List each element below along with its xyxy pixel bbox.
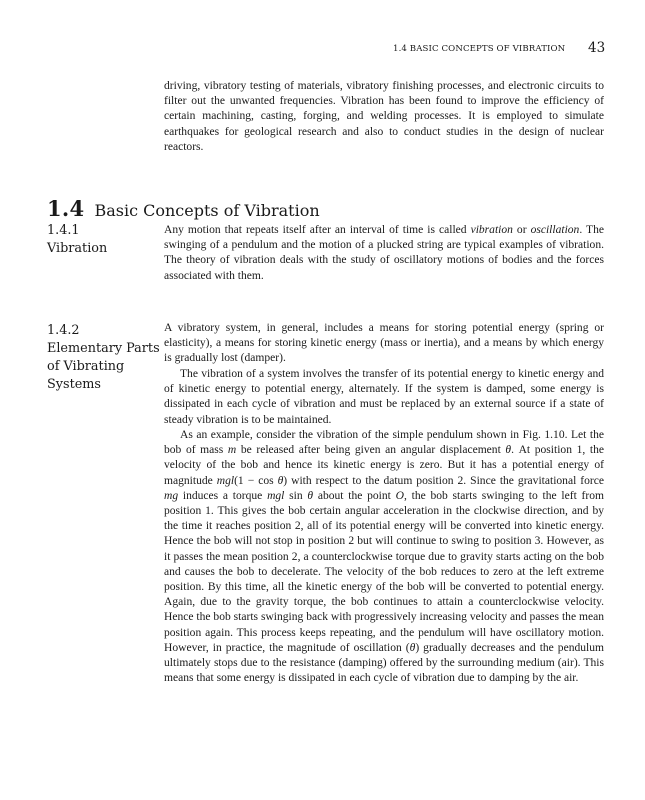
text-run: Any motion that repeats itself after an interval of time is called xyxy=(164,224,471,236)
subsection-number: 1.4.2 xyxy=(47,323,80,338)
term-oscillation: oscillation xyxy=(530,224,580,236)
text-run: , the bob starts swinging to the left from position 1. This gives the bob certain angular acceleration in the clockwise direction, and by the time it reaches position 2, all of its potential energy will be converted into kinetic energy. Hence the bob will not stop in position 2 but will continue to swing to position 3. However, as it passes the mean position 2, a counterclockwise torque due to gravity starts acting on the bob and causes the bob to decelerate. The velocity of the bob reduces to zero at the left extreme position. By this time, all the kinetic energy of the bob will be converted to potential energy. Again, due to the gravity torque, the bob continues to attain a counterclockwise velocity. Hence the bob starts swinging back with progressively increasing velocity and passes the mean position again. This process keeps repeating, and the pendulum will have oscillatory motion. However, in practice, the magnitude of oscillation ( xyxy=(164,489,604,654)
text-run: induces a torque xyxy=(178,489,268,502)
math-variable-o: O xyxy=(395,489,404,502)
subsection-title-line: Vibration xyxy=(47,241,108,256)
elementary-parts-paragraph-2: The vibration of a system involves the transfer of its potential energy to kinetic energy and of kinetic energy to potential energy, alternately. If the system is damped, some energy is dissipated in each cycle of vibration and must be replaced by an external source if a state of steady vibration is to be maintained. xyxy=(164,368,604,426)
math-expression-mg: mg xyxy=(164,489,179,502)
running-head-title: 1.4 BASIC CONCEPTS OF VIBRATION xyxy=(393,44,566,54)
text-run: As an example, consider the vibration of the simple pendulum shown in Fig. 1.10. Let the bob of mass xyxy=(164,429,604,457)
subsection-number: 1.4.1 xyxy=(47,223,80,238)
text-run: . The swinging of a pendulum and the motion of a plucked string are typical examples of vibration. The theory of vibration deals with the study of oscillatory motions of bodies and the forces associated with them. xyxy=(164,224,604,282)
text-run: about the point xyxy=(313,489,396,502)
text-run: be released after being given an angular displacement xyxy=(236,444,506,457)
running-head xyxy=(0,40,645,58)
page-number: 43 xyxy=(588,40,606,56)
text-run: or xyxy=(512,224,531,236)
subsection-title-line: of Vibrating xyxy=(47,359,125,374)
section-title: Basic Concepts of Vibration xyxy=(94,201,320,220)
subsection-heading-elementary-parts xyxy=(47,322,160,394)
section-heading xyxy=(47,196,320,221)
math-variable-theta: θ xyxy=(505,444,512,457)
intro-paragraph: driving, vibratory testing of materials, vibratory finishing processes, and electronic circuits to filter out the unwanted frequencies. Vibration has been found to improve the efficiency of certain machining, casting, forging, and welding processes. It is employed to simulate earthquakes for geological research and also to conduct studies in the design of nuclear reactors. xyxy=(164,80,604,153)
text-run: . At position 1, the velocity of the bob and hence its kinetic energy is zero. But it has a potential energy of magnitude xyxy=(164,444,604,487)
math-variable-theta: θ xyxy=(307,489,314,502)
text-run: ) with respect to the datum position 2. Since the gravitational force xyxy=(283,474,604,487)
pendulum-example-paragraph xyxy=(164,428,604,686)
math-expression-mgl: mgl xyxy=(267,489,285,502)
term-vibration: vibration xyxy=(470,224,513,236)
math-variable-theta: θ xyxy=(409,641,416,654)
elementary-parts-paragraph-1: A vibratory system, in general, includes a means for storing potential energy (spring or elasticity), a means for storing kinetic energy (mass or inertia), and a means by which energy is gradually lost (damper). xyxy=(164,322,604,365)
text-run: sin xyxy=(284,489,308,502)
text-run: ) gradually decreases and the pendulum ultimately stops due to the resistance (damping) offered by the surrounding medium (air). This means that some energy is dissipated in each cycle of vibration due to damping by the air. xyxy=(164,641,604,685)
subsection-title-line: Elementary Parts xyxy=(47,341,160,356)
math-variable-theta: θ xyxy=(277,474,284,487)
subsection-title-line: Systems xyxy=(47,377,101,392)
math-variable-m: m xyxy=(227,444,237,457)
math-expression-mgl: mgl xyxy=(216,474,235,487)
section-number: 1.4 xyxy=(47,196,85,221)
subsection-heading-vibration xyxy=(47,222,107,258)
text-run: (1 − cos xyxy=(234,474,278,487)
vibration-definition-paragraph xyxy=(164,223,604,284)
